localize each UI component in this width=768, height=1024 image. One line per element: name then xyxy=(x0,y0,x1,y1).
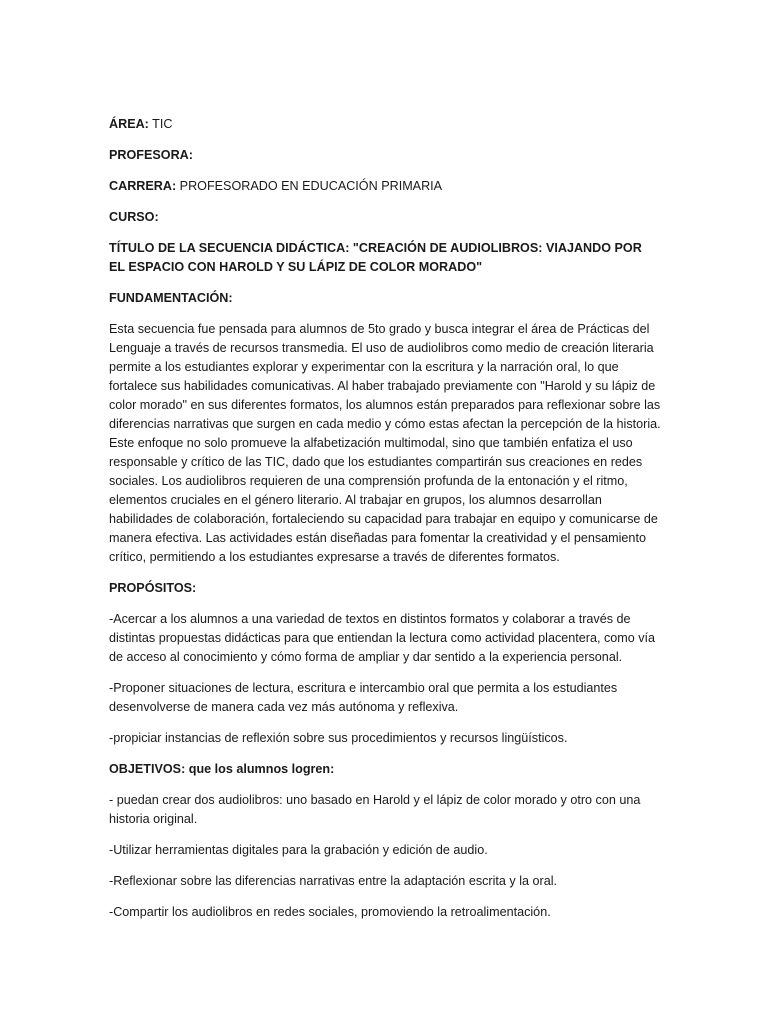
objetivo-item-4: -Compartir los audiolibros en redes sociales, promoviendo la retroalimentación. xyxy=(109,905,551,919)
carrera-label: CARRERA: xyxy=(109,179,177,193)
proposito-item-1: -Acercar a los alumnos a una variedad de textos en distintos formatos y colaborar a través de distintas propuestas didácticas para que entiendan la lectura como actividad placentera, como vía de acceso al conocimiento y cómo forma de ampliar y dar sentido a la experiencia personal. xyxy=(109,612,656,664)
proposito-item-2: -Proponer situaciones de lectura, escritura e intercambio oral que permita a los estudiantes desenvolverse de manera cada vez más autónoma y reflexiva. xyxy=(109,681,618,714)
curso-line xyxy=(109,208,661,227)
objetivo-item-2: -Utilizar herramientas digitales para la grabación y edición de audio. xyxy=(109,843,488,857)
proposito-item-3: -propiciar instancias de reflexión sobre sus procedimientos y recursos lingüísticos. xyxy=(109,731,568,745)
profesora-line xyxy=(109,146,661,165)
objetivo-item-1: - puedan crear dos audiolibros: uno basado en Harold y el lápiz de color morado y otro con una historia original. xyxy=(109,793,641,826)
document-page xyxy=(109,115,661,934)
objetivo-item-3: -Reflexionar sobre las diferencias narrativas entre la adaptación escrita y la oral. xyxy=(109,874,558,888)
objetivos-heading: OBJETIVOS: que los alumnos logren: xyxy=(109,762,335,776)
propositos-heading: PROPÓSITOS: xyxy=(109,581,197,595)
fundamentacion-text: Esta secuencia fue pensada para alumnos de 5to grado y busca integrar el área de Prácticas del Lenguaje a través de recursos transmedia. El uso de audiolibros como medio de creación literaria permite a los estudiantes explorar y experimentar con la escritura y la narración oral, lo que fortalece sus habilidades comunicativas. Al haber trabajado previamente con "Harold y su lápiz de color morado" en sus diferentes formatos, los alumnos están preparados para reflexionar sobre las diferencias narrativas que surgen en cada medio y cómo estas afectan la percepción de la historia. Este enfoque no solo promueve la alfabetización multimodal, sino que también enfatiza el uso responsable y crítico de las TIC, dado que los estudiantes compartirán sus creaciones en redes sociales. Los audiolibros requieren de una comprensión profunda de la entonación y el ritmo, elementos cruciales en el género literario. Al trabajar en grupos, los alumnos desarrollan habilidades de colaboración, fortaleciendo su capacidad para trabajar en equipo y comunicarse de manera efectiva. Las actividades están diseñadas para fomentar la creatividad y el pensamiento crítico, permitiendo a los estudiantes expresarse a través de diferentes formatos. xyxy=(109,322,661,564)
area-value: TIC xyxy=(152,117,173,131)
curso-label: CURSO: xyxy=(109,210,159,224)
area-label: ÁREA: xyxy=(109,117,149,131)
profesora-label: PROFESORA: xyxy=(109,148,193,162)
carrera-value: PROFESORADO EN EDUCACIÓN PRIMARIA xyxy=(179,179,443,193)
area-line xyxy=(109,115,661,134)
carrera-line xyxy=(109,177,661,196)
sequence-title: TÍTULO DE LA SECUENCIA DIDÁCTICA: "CREACIÓN DE AUDIOLIBROS: VIAJANDO POR EL ESPACIO CON HAROLD Y SU LÁPIZ DE COLOR MORADO" xyxy=(109,241,642,274)
fundamentacion-heading: FUNDAMENTACIÓN: xyxy=(109,291,233,305)
